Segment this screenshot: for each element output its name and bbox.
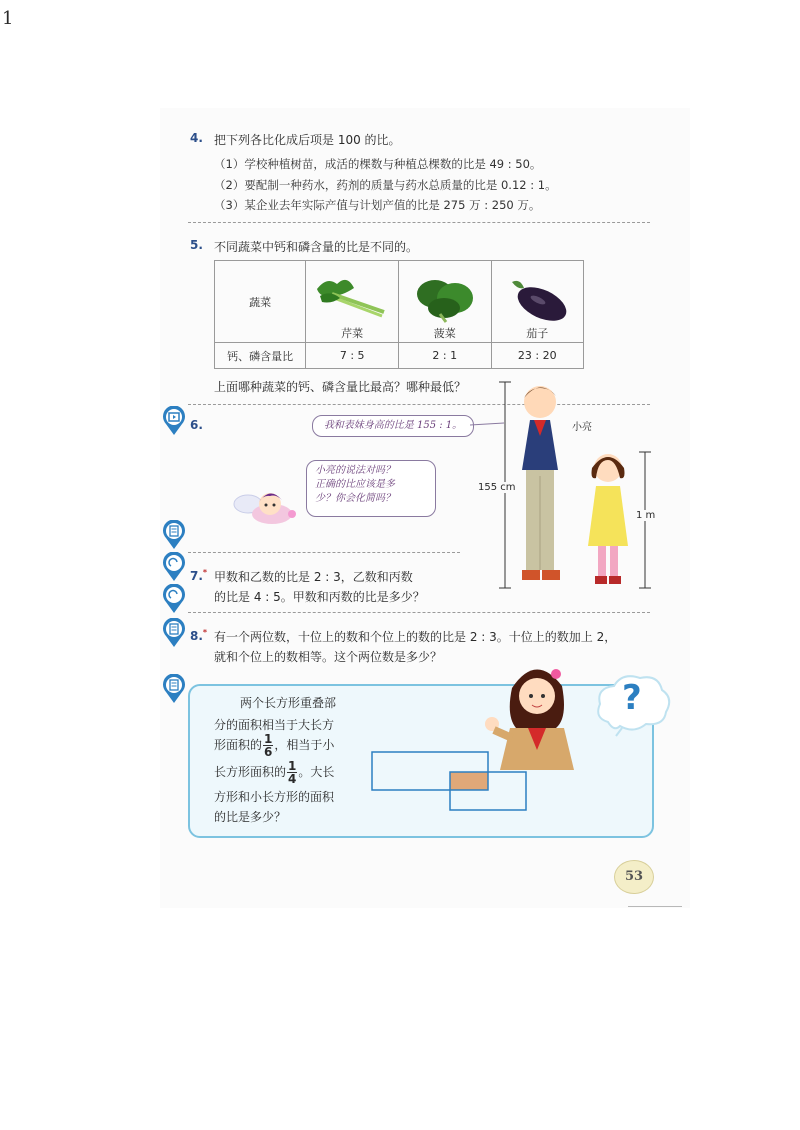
fairy-illustration (230, 484, 310, 532)
fairy-speech-line-2: 正确的比应该是多 (315, 479, 395, 490)
q8-number: 8.* (190, 628, 208, 643)
eggplant-icon (502, 274, 572, 324)
ratio-spinach: 2 : 1 (399, 343, 491, 369)
audio-pin-icon[interactable] (162, 552, 186, 582)
boy-height-label: 155 cm (478, 482, 516, 493)
spinach-label: 菠菜 (433, 327, 456, 340)
ratio-celery: 7 : 5 (306, 343, 399, 369)
vegetable-table (214, 260, 584, 369)
q7-number: 7.* (190, 568, 208, 583)
cell-eggplant (491, 261, 584, 343)
puzzle-line-5: 方形和小长方形的面积 (214, 790, 335, 804)
table-header-ratio: 钙、磷含量比 (215, 343, 306, 369)
q6-number: 6. (190, 418, 203, 432)
girl-illustration (582, 450, 634, 592)
spinach-icon (410, 274, 480, 324)
q7-star: * (202, 568, 208, 577)
q4-item-2: （2）要配制一种药水，药剂的质量与药水总质量的比是 0.12 : 1。 (214, 178, 557, 192)
celery-icon (312, 274, 392, 324)
q7-line-2: 的比是 4 : 5。甲数和丙数的比是多少？ (214, 590, 425, 604)
eggplant-label: 茄子 (526, 327, 549, 340)
document-pin-icon[interactable] (162, 618, 186, 648)
corner-label: 1 (2, 8, 14, 29)
footer-rule (628, 906, 682, 907)
fairy-speech-bubble (306, 460, 436, 517)
boy-illustration (510, 380, 570, 592)
q8-star: * (202, 628, 208, 637)
divider (188, 222, 650, 223)
puzzle-line-4: 长方形面积的 $\frac{1}{4}$ 。大长 (214, 759, 335, 786)
puzzle-line-1: 两个长方形重叠部 (240, 696, 337, 710)
girl-height-marker (635, 450, 655, 592)
fairy-speech-line-1: 小亮的说法对吗？ (315, 465, 395, 476)
document-pin-icon[interactable] (162, 520, 186, 550)
cell-celery (306, 261, 399, 343)
q4-item-1: （1）学校种植树苗，成活的棵数与种植总棵数的比是 49 : 50。 (214, 157, 542, 171)
thinking-girl-illustration (482, 658, 590, 770)
celery-label: 芹菜 (341, 327, 364, 340)
q4-text: 把下列各比化成后项是 100 的比。 (214, 133, 401, 147)
puzzle-line-3: 形面积的 $\frac{1}{6}$ ，相当于小 (214, 732, 335, 759)
divider (188, 612, 650, 613)
q5-number: 5. (190, 238, 203, 252)
table-header-vegetable: 蔬菜 (215, 261, 306, 343)
audio-pin-icon[interactable] (162, 584, 186, 614)
q4-item-3: （3）某企业去年实际产值与计划产值的比是 275 万 : 250 万。 (214, 198, 541, 212)
boy-speech-bubble (312, 415, 474, 437)
puzzle-line-6: 的比是多少？ (214, 810, 287, 824)
fraction-one-quarter: $\frac{1}{4}$ (288, 759, 297, 786)
q8-line-2: 就和个位上的数相等。这个两位数是多少？ (214, 650, 443, 664)
video-pin-icon[interactable] (162, 406, 186, 436)
girl-height-label: 1 m (636, 510, 656, 521)
fraction-one-sixth: $\frac{1}{6}$ (264, 732, 273, 759)
cell-spinach (399, 261, 491, 343)
q5-question: 上面哪种蔬菜的钙、磷含量比最高？哪种最低？ (214, 380, 467, 394)
divider (188, 404, 650, 405)
q4-number: 4. (190, 131, 203, 145)
ratio-eggplant: 23 : 20 (491, 343, 584, 369)
page-number: 53 (614, 860, 654, 894)
q5-text: 不同蔬菜中钙和磷含量的比是不同的。 (214, 240, 419, 254)
q7-line-1: 甲数和乙数的比是 2 : 3，乙数和丙数 (214, 570, 413, 584)
boy-speech-text: 我和表妹身高的比是 155 : 1。 (323, 420, 463, 431)
question-mark: ? (622, 678, 642, 718)
q8-line-1: 有一个两位数，十位上的数和个位上的数的比是 2 : 3。十位上的数加上 2， (214, 630, 617, 644)
boy-name-label: 小亮 (572, 422, 592, 433)
fairy-speech-line-3: 少？你会化简吗？ (315, 493, 395, 504)
divider (188, 552, 460, 553)
document-pin-icon[interactable] (162, 674, 186, 704)
puzzle-line-2: 分的面积相当于大长方 (214, 718, 335, 732)
